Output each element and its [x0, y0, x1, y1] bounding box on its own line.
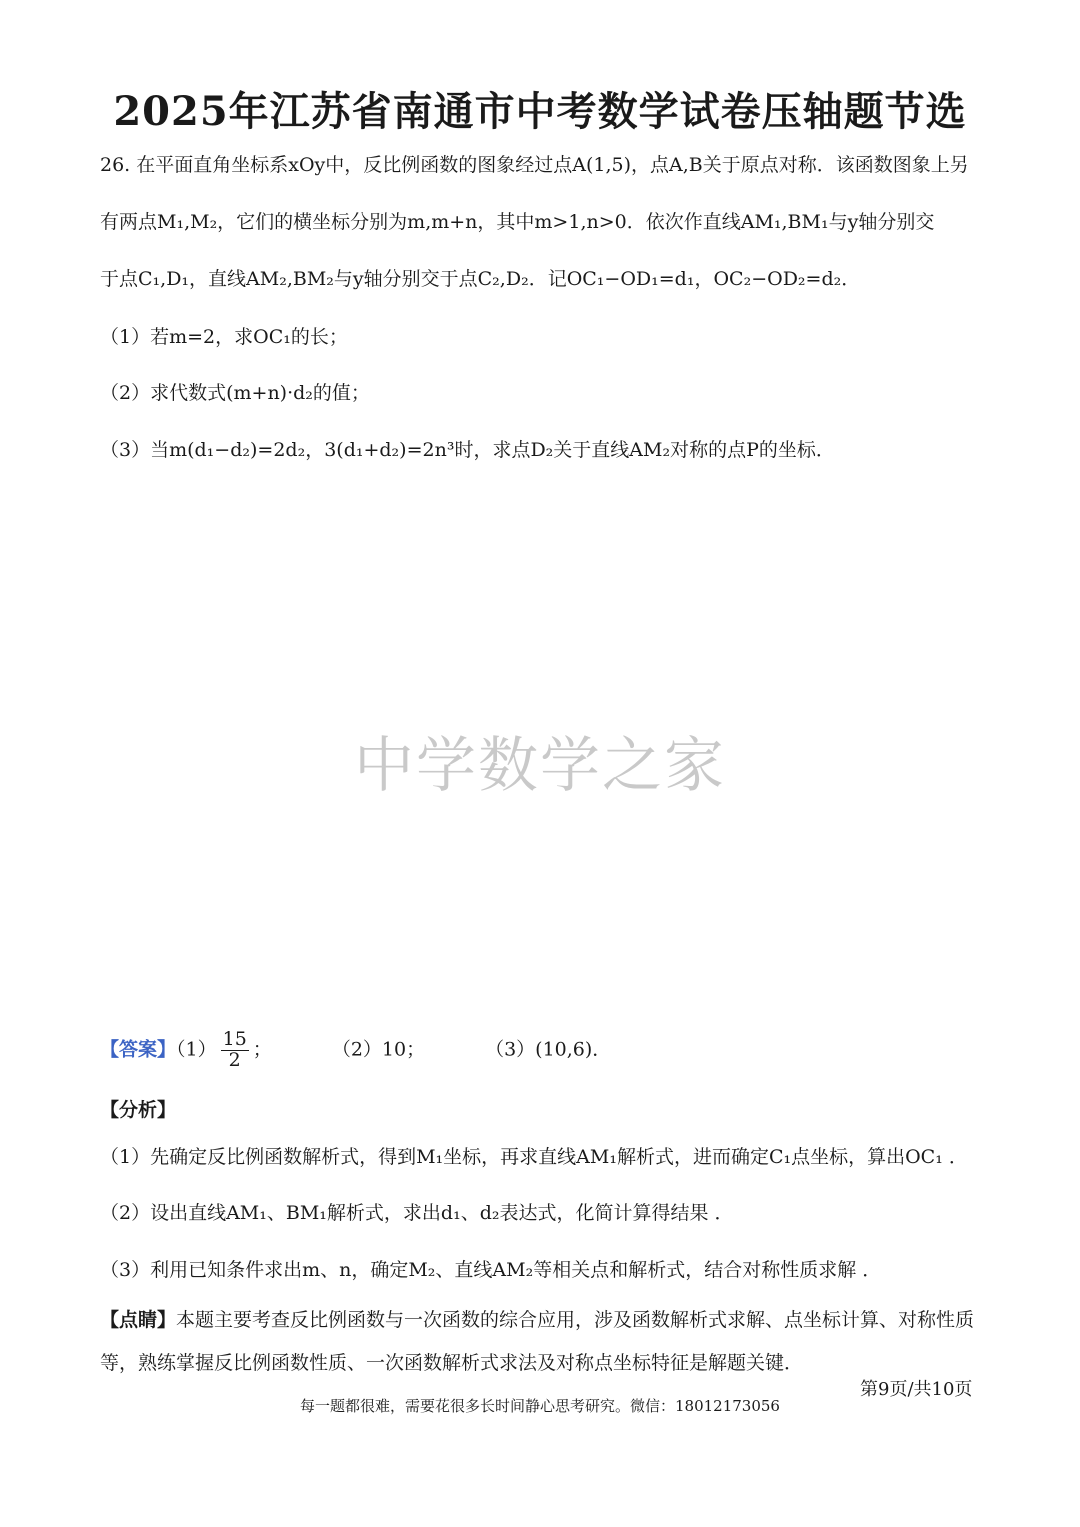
analysis-line-2: （2）设出直线AM₁、BM₁解析式，求出d₁、d₂表达式，化简计算得结果 ．	[100, 1202, 734, 1224]
page-title: 2025年江苏省南通市中考数学试卷压轴题节选	[113, 88, 967, 135]
watermark: 中学数学之家	[354, 731, 726, 801]
question-line-2: 有两点M₁,M₂，它们的横坐标分别为m,m+n，其中m>1,n>0．依次作直线AM₁,BM₁与y轴分别交	[100, 211, 935, 233]
question-line-3: 于点C₁,D₁，直线AM₂,BM₂与y轴分别交于点C₂,D₂．记OC₁−OD₁=d₁，OC₂−OD₂=d₂．	[100, 268, 861, 290]
answer-part-3: （3）(10,6)．	[485, 1038, 612, 1061]
comment-text-1: 本题主要考查反比例函数与一次函数的综合应用，涉及函数解析式求解、点坐标计算、对称性质	[176, 1309, 975, 1331]
analysis-line-3: （3）利用已知条件求出m、n，确定M₂、直线AM₂等相关点和解析式，结合对称性质求解 ．	[100, 1259, 882, 1281]
comment-tag: 【点睛】	[100, 1309, 177, 1331]
answer-fraction	[221, 1030, 249, 1071]
question-line-1: 26. 在平面直角坐标系xOy中，反比例函数的图象经过点A(1,5)，点A,B关于原点对称．该函数图象上另	[100, 154, 969, 176]
question-part-1: （1）若m=2，求OC₁的长；	[100, 326, 348, 348]
question-part-3: （3）当m(d₁−d₂)=2d₂，3(d₁+d₂)=2n³时，求点D₂关于直线AM₂对称的点P的坐标．	[100, 439, 835, 461]
answer-part-2: （2）10；	[331, 1038, 426, 1061]
answer-part-1-label: （1）	[176, 1038, 217, 1061]
comment-line-1	[100, 1305, 985, 1332]
page-number: 第9页/共10页	[860, 1379, 973, 1400]
answer-part-1-separator: ；	[252, 1038, 272, 1061]
answer-tag: 【答案】	[100, 1038, 177, 1061]
comment-line-2: 等，熟练掌握反比例函数性质、一次函数解析式求法及对称点坐标特征是解题关键．	[100, 1352, 804, 1374]
fraction-denominator: 2	[228, 1048, 241, 1071]
analysis-tag: 【分析】	[100, 1099, 177, 1121]
footer-note: 每一题都很难，需要花很多长时间静心思考研究。微信：18012173056	[300, 1397, 780, 1415]
analysis-line-1: （1）先确定反比例函数解析式，得到M₁坐标，再求直线AM₁解析式，进而确定C₁点坐标，算出OC₁ ．	[100, 1146, 968, 1168]
answer-row	[100, 1030, 985, 1071]
question-part-2: （2）求代数式(m+n)·d₂的值；	[100, 382, 370, 404]
fraction-numerator: 15	[222, 1028, 247, 1050]
